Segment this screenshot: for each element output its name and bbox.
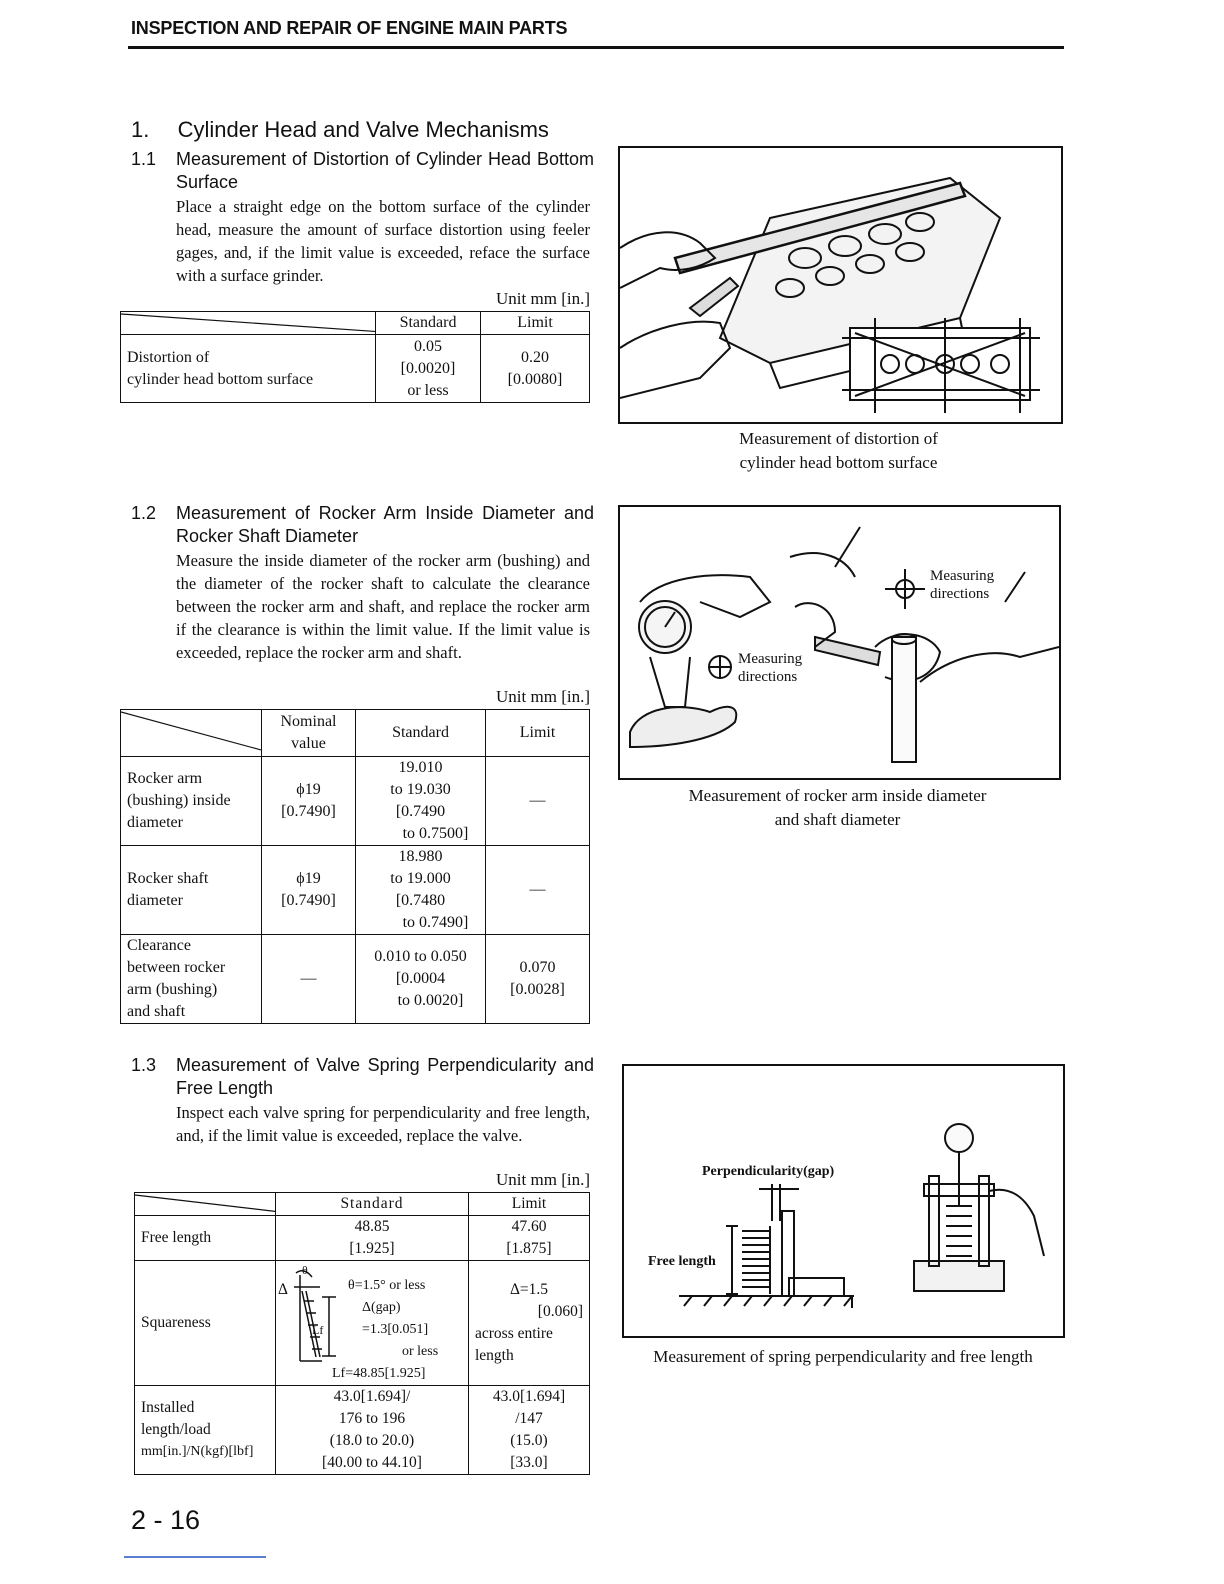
standard-value xyxy=(356,846,486,935)
label-line: (bushing) inside xyxy=(127,792,231,809)
subsection-1-2-number: 1.2 xyxy=(131,503,157,523)
label-line: Measuring xyxy=(738,651,803,667)
nominal-value xyxy=(262,757,356,846)
col-standard: Standard xyxy=(276,1193,469,1216)
label-line: and shaft xyxy=(127,1003,186,1020)
standard-value xyxy=(276,1216,469,1261)
footer-rule xyxy=(124,1556,266,1558)
cylinder-head-illustration xyxy=(620,148,1061,422)
label-line: directions xyxy=(738,669,798,685)
section-1-title xyxy=(131,117,549,143)
subsection-1-2-title xyxy=(131,502,601,550)
col-nominal xyxy=(262,710,356,757)
value-line: 0.20 xyxy=(521,348,549,366)
label-line: Measuring xyxy=(930,568,995,584)
value-line: 0.05 xyxy=(414,337,442,355)
label-line: directions xyxy=(930,586,990,602)
value-line: Δ=1.5 xyxy=(509,1281,549,1298)
value-line: 176 to 196 xyxy=(338,1410,406,1427)
col-limit: Limit xyxy=(469,1193,590,1216)
label-line: arm (bushing) xyxy=(127,981,218,998)
value-line: ϕ19 xyxy=(296,870,321,887)
limit-value xyxy=(469,1261,590,1386)
label-line: Clearance xyxy=(127,937,191,954)
caption-line: Measurement of rocker arm inside diameter xyxy=(688,786,987,805)
figure-1-2-caption xyxy=(618,784,1057,832)
row-label-line: cylinder head bottom surface xyxy=(127,370,314,388)
limit-value xyxy=(481,335,590,403)
value-line: [33.0] xyxy=(510,1454,548,1471)
squareness-lf: Lf=48.85[1.925] xyxy=(332,1366,426,1381)
nominal-value xyxy=(262,846,356,935)
value-line: [0.0004 xyxy=(395,970,446,987)
limit-value: — xyxy=(486,846,590,935)
value-line: to 19.030 xyxy=(390,781,451,798)
value-line: to 0.7490] xyxy=(402,914,469,931)
diagonal-line xyxy=(121,710,261,756)
value-line: /147 xyxy=(515,1410,543,1427)
spring-illustration xyxy=(624,1066,1063,1336)
subsection-1-1-body: Place a straight edge on the bottom surface of the cylinder head, measure the amount of surface distortion using feeler gages, and, if the limit value is exceeded, reface the surface with a surface grinder. xyxy=(176,197,590,285)
limit-value: — xyxy=(486,757,590,846)
squareness-value: =1.3[0.051] xyxy=(362,1322,429,1337)
distortion-table xyxy=(120,311,590,403)
perpendicularity-label: Perpendicularity(gap) xyxy=(702,1164,835,1179)
table-corner-cell xyxy=(135,1193,276,1216)
value-line: [0.060] xyxy=(537,1303,583,1320)
squareness-theta: θ=1.5° or less xyxy=(348,1278,426,1293)
row-label-clearance xyxy=(121,935,262,1024)
value-line: to 0.7500] xyxy=(402,825,469,842)
row-label-squareness: Squareness xyxy=(135,1261,276,1386)
value-line: 0.070 xyxy=(519,959,556,976)
value-line: 18.980 xyxy=(398,848,443,865)
value-line: or less xyxy=(407,381,449,399)
label-line: between rocker xyxy=(127,959,226,976)
label-line: Rocker shaft xyxy=(127,870,209,887)
subsection-1-3-title xyxy=(131,1054,601,1102)
header-line: value xyxy=(291,735,326,752)
label-line: Rocker arm xyxy=(127,770,203,787)
value-line: [0.0080] xyxy=(507,370,563,388)
figure-cylinder-head-distortion xyxy=(618,146,1063,424)
nominal-value: — xyxy=(262,935,356,1024)
unit-label-1-3: Unit mm [in.] xyxy=(496,1170,590,1189)
row-label-rocker-shaft xyxy=(121,846,262,935)
value-line: [0.7490] xyxy=(281,803,336,820)
value-line: to 19.000 xyxy=(390,870,451,887)
row-label xyxy=(121,335,376,403)
value-line: 48.85 xyxy=(354,1218,390,1235)
standard-value xyxy=(356,757,486,846)
value-line: [1.875] xyxy=(506,1240,552,1257)
label-line: length/load xyxy=(141,1421,211,1438)
label-line: diameter xyxy=(127,892,183,909)
unit-label-1-1: Unit mm [in.] xyxy=(496,289,590,308)
row-label-rocker-arm xyxy=(121,757,262,846)
standard-value xyxy=(276,1386,469,1475)
value-line: (15.0) xyxy=(510,1432,548,1449)
caption-line: Measurement of distortion of xyxy=(739,429,938,448)
limit-value xyxy=(486,935,590,1024)
value-line: ϕ19 xyxy=(296,781,321,798)
squareness-diagram-icon xyxy=(276,1261,346,1371)
unit-label-1-2: Unit mm [in.] xyxy=(496,687,590,706)
col-standard: Standard xyxy=(376,312,481,335)
figure-1-1-caption xyxy=(618,427,1059,475)
subsection-1-1-number: 1.1 xyxy=(131,149,157,169)
limit-value xyxy=(469,1216,590,1261)
squareness-or-less: or less xyxy=(402,1344,439,1359)
measuring-directions-label-top xyxy=(930,567,994,603)
value-line: length xyxy=(475,1347,514,1364)
header-line: Nominal xyxy=(280,713,337,730)
table-corner-cell xyxy=(121,710,262,757)
rocker-arm-table xyxy=(120,709,590,1024)
label-line: diameter xyxy=(127,814,183,831)
subsection-1-3-body: Inspect each valve spring for perpendicularity and free length, and, if the limit value is exceeded, replace the valve. xyxy=(176,1103,590,1145)
value-line: [0.0028] xyxy=(510,981,565,998)
value-line: [0.7490] xyxy=(281,892,336,909)
value-line: 43.0[1.694] xyxy=(492,1388,566,1405)
lf-symbol: Lf xyxy=(312,1323,324,1337)
col-limit: Limit xyxy=(486,710,590,757)
value-line: 19.010 xyxy=(398,759,443,776)
value-line: [0.0020] xyxy=(400,359,456,377)
valve-spring-table xyxy=(134,1192,590,1475)
value-line: 47.60 xyxy=(511,1218,547,1235)
label-line: mm[in.]/N(kgf)[lbf] xyxy=(141,1444,254,1459)
caption-line: and shaft diameter xyxy=(774,810,901,829)
table-corner-cell xyxy=(121,312,376,335)
value-line: [0.7490 xyxy=(395,803,446,820)
caption-line: cylinder head bottom surface xyxy=(739,453,938,472)
row-label-free-length: Free length xyxy=(135,1216,276,1261)
header-rule xyxy=(128,46,1064,49)
subsection-1-2-body: Measure the inside diameter of the rocker arm (bushing) and the diameter of the rocker shaft to calculate the clearance between the rocker arm and shaft, and replace the rocker arm if the clearance is within the limit value. If the limit value is exceeded, replace the rocker arm and shaft. xyxy=(176,551,590,662)
subsection-1-1-heading: Measurement of Distortion of Cylinder Head Bottom Surface xyxy=(176,149,594,192)
value-line: [0.7480 xyxy=(395,892,446,909)
section-1-number: 1. xyxy=(131,117,150,142)
figure-spring-perpendicularity xyxy=(622,1064,1065,1338)
col-standard: Standard xyxy=(356,710,486,757)
standard-value xyxy=(356,935,486,1024)
page-number: 2 - 16 xyxy=(131,1505,201,1535)
row-label-line: Distortion of xyxy=(127,348,210,366)
col-limit: Limit xyxy=(481,312,590,335)
subsection-1-2-heading: Measurement of Rocker Arm Inside Diameter and Rocker Shaft Diameter xyxy=(176,503,594,546)
running-header: INSPECTION AND REPAIR OF ENGINE MAIN PARTS xyxy=(131,18,568,38)
free-length-label: Free length xyxy=(648,1254,716,1269)
value-line: [1.925] xyxy=(349,1240,395,1257)
rocker-arm-illustration xyxy=(620,507,1059,778)
limit-value xyxy=(469,1386,590,1475)
theta-symbol: θ xyxy=(302,1263,308,1277)
subsection-1-3-heading: Measurement of Valve Spring Perpendicularity and Free Length xyxy=(176,1055,594,1098)
subsection-1-1-title xyxy=(131,148,601,196)
figure-1-3-caption: Measurement of spring perpendicularity and free length xyxy=(653,1347,1033,1366)
value-line: to 0.0020] xyxy=(397,992,464,1009)
section-1-heading: Cylinder Head and Valve Mechanisms xyxy=(177,117,549,142)
standard-value xyxy=(376,335,481,403)
diagonal-line xyxy=(135,1193,275,1215)
squareness-gap: Δ(gap) xyxy=(362,1300,401,1315)
subsection-1-3-number: 1.3 xyxy=(131,1055,157,1075)
row-label-installed xyxy=(135,1386,276,1475)
label-line: Installed xyxy=(141,1399,195,1416)
value-line: (18.0 to 20.0) xyxy=(329,1432,415,1449)
measuring-directions-label-left xyxy=(738,650,802,686)
value-line: 0.010 to 0.050 xyxy=(374,948,467,965)
value-line: [40.00 to 44.10] xyxy=(322,1454,422,1471)
diagonal-line xyxy=(121,312,375,334)
value-line: across entire xyxy=(475,1325,553,1342)
figure-rocker-arm-measurement xyxy=(618,505,1061,780)
squareness-standard-cell xyxy=(276,1261,469,1386)
value-line: 43.0[1.694]/ xyxy=(333,1388,411,1405)
delta-symbol: Δ xyxy=(278,1281,288,1298)
